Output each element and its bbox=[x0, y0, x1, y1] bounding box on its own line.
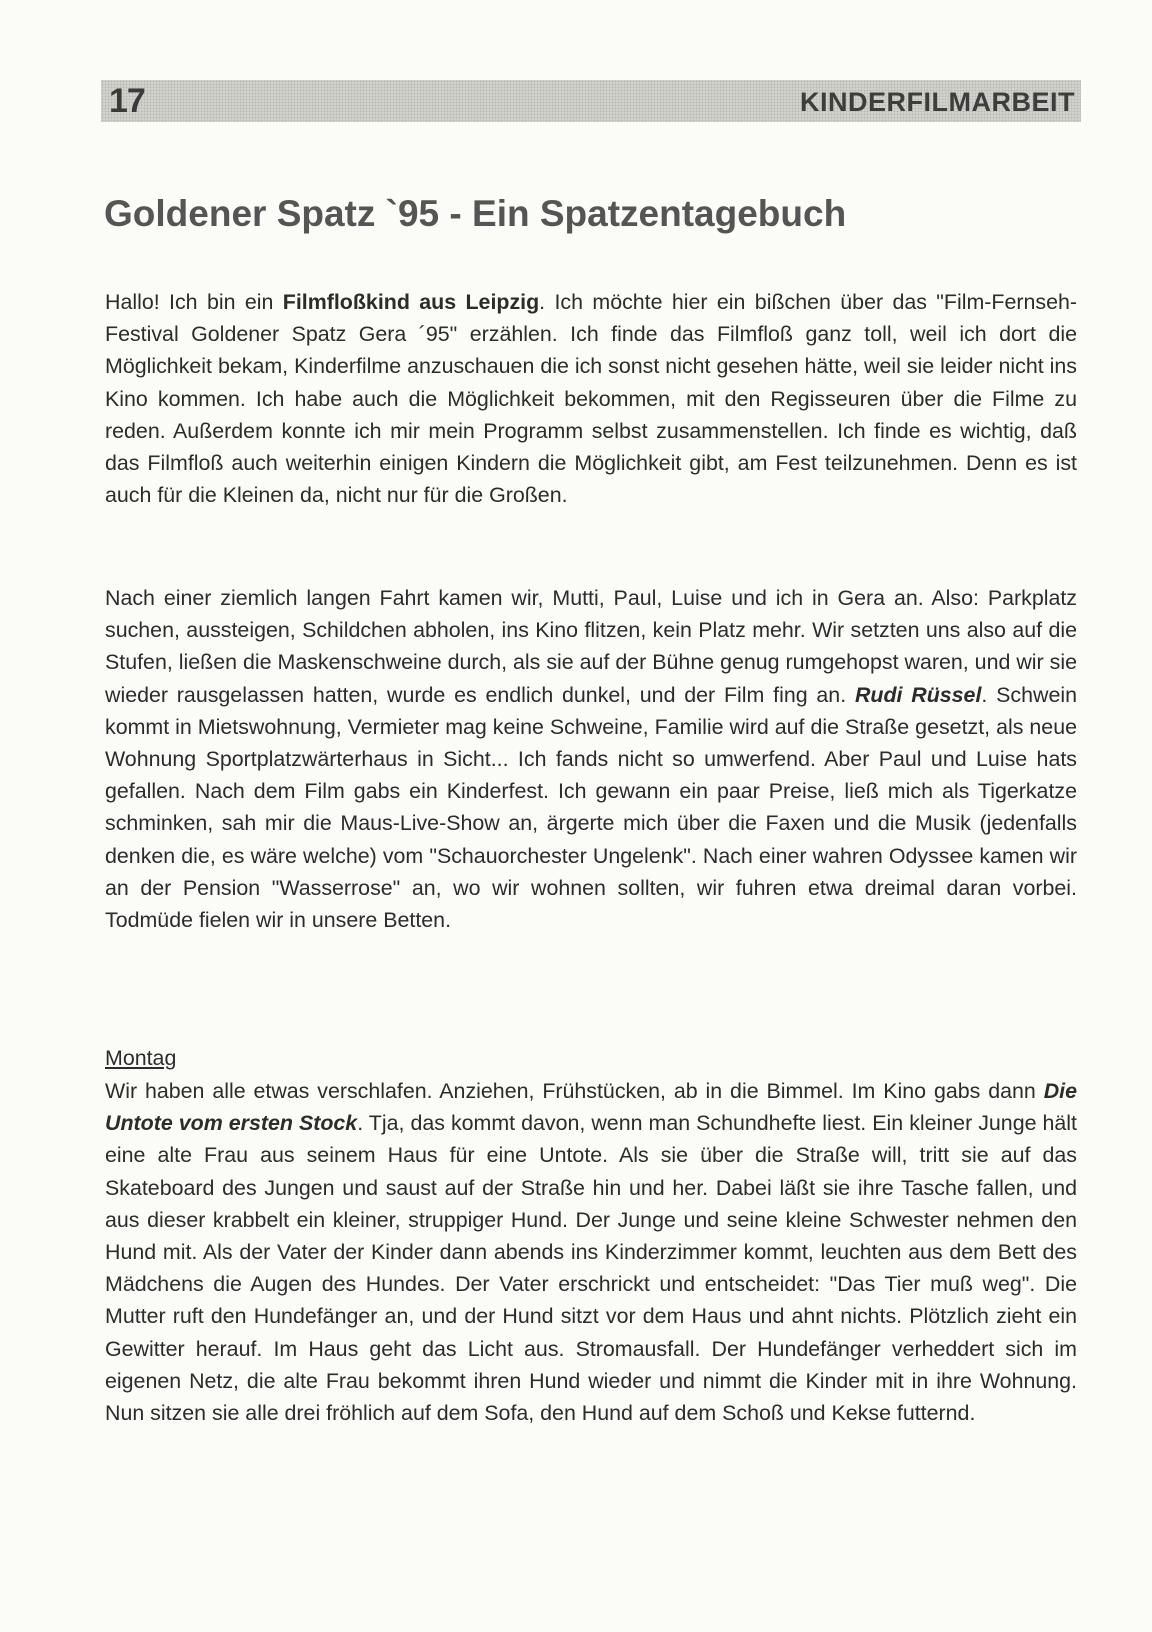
running-head: KINDERFILMARBEIT bbox=[800, 87, 1075, 117]
paragraph-text: Nach einer ziemlich langen Fahrt kamen wir, Mutti, Paul, Luise und ich in Gera an. Also: Parkplatz suchen, aussteigen, Schildchen abholen, ins Kino flitzen, kein Platz mehr. Wir setzten uns also auf die Stufen, ließen die Maskenschweine durch, als sie auf der Bühne genug rumgehopst waren, und wir sie wieder rausgelassen hatten, wurde es endlich dunkel, und der Film fing an. bbox=[105, 586, 1077, 707]
paragraph-text: . Schwein kommt in Mietswohnung, Vermieter mag keine Schweine, Familie wird auf die Straße gesetzt, als neue Wohnung Sportplatzwärterhaus in Sicht... Ich fands nicht so umwerfend. Aber Paul und Luise hats gefallen. Nach dem Film gabs ein Kinderfest. Ich gewann ein paar Preise, ließ mich als Tigerkatze schminken, sah mir die Maus-Live-Show an, ärgerte mich über die Faxen und die Musik (jedenfalls denken die, es wäre welche) vom "Schauorchester Ungelenk". Nach einer wahren Odyssee kamen wir an der Pension "Wasserrose" an, wo wir wohnen sollten, wir fuhren etwa dreimal daran vorbei. Todmüde fielen wir in unsere Betten. bbox=[105, 682, 1077, 933]
paragraph-monday bbox=[105, 1075, 1077, 1429]
page-number: 17 bbox=[109, 82, 145, 120]
paragraph-text: Hallo! Ich bin ein bbox=[105, 290, 283, 314]
paragraph-intro bbox=[105, 286, 1077, 511]
bold-phrase: Filmfloßkind aus Leipzig bbox=[282, 290, 540, 314]
paragraph-text: . Tja, das kommt davon, wenn man Schundhefte liest. Ein kleiner Junge hält eine alte Frau aus seinem Haus für eine Untote. Als sie über die Straße will, tritt sie auf das Skateboard des Jungen und saust auf der Straße hin und her. Dabei läßt sie ihre Tasche fallen, und aus dieser krabbelt ein kleiner, struppiger Hund. Der Junge und seine kleine Schwester nehmen den Hund mit. Als der Vater der Kinder dann abends ins Kinderzimmer kommt, leuchten aus dem Bett des Mädchens die Augen des Hundes. Der Vater erschrickt und entscheidet: "Das Tier muß weg". Die Mutter ruft den Hundefänger an, und der Hund sitzt vor dem Haus und ahnt nichts. Plötzlich zieht ein Gewitter herauf. Im Haus geht das Licht aus. Stromausfall. Der Hundefänger verheddert sich im eigenen Netz, die alte Frau bekommt ihren Hund wieder und nimmt die Kinder mit in ihre Wohnung. Nun sitzen sie alle drei fröhlich auf dem Sofa, den Hund auf dem Schoß und Kekse futternd. bbox=[105, 1111, 1077, 1426]
paragraph-text: Wir haben alle etwas verschlafen. Anziehen, Frühstücken, ab in die Bimmel. Im Kino gabs dann bbox=[105, 1079, 1044, 1103]
section-heading: Montag bbox=[105, 1046, 177, 1070]
page-header bbox=[101, 80, 1081, 122]
article-title: Goldener Spatz `95 - Ein Spatzentagebuch bbox=[104, 193, 847, 234]
film-title: Die Untote vom ersten Stock bbox=[105, 1079, 1077, 1136]
film-title: Rudi Rüssel bbox=[854, 682, 982, 707]
paragraph-text: . Ich möchte hier ein bißchen über das "Film-Fernseh-Festival Goldener Spatz Gera ´95" erzählen. Ich finde das Filmfloß ganz toll, weil ich dort die Möglichkeit bekam, Kinderfilme anzuschauen die ich sonst nicht gesehen hätte, weil sie leider nicht ins Kino kommen. Ich habe auch die Möglichkeit bekommen, mit den Regisseuren über die Filme zu reden. Außerdem konnte ich mir mein Programm selbst zusammenstellen. Ich finde es wichtig, daß das Filmfloß auch weiterhin einigen Kindern die Möglichkeit gibt, am Fest teilzunehmen. Denn es ist auch für die Kleinen da, nicht nur für die Großen. bbox=[105, 290, 1077, 508]
paragraph-arrival bbox=[105, 582, 1077, 936]
